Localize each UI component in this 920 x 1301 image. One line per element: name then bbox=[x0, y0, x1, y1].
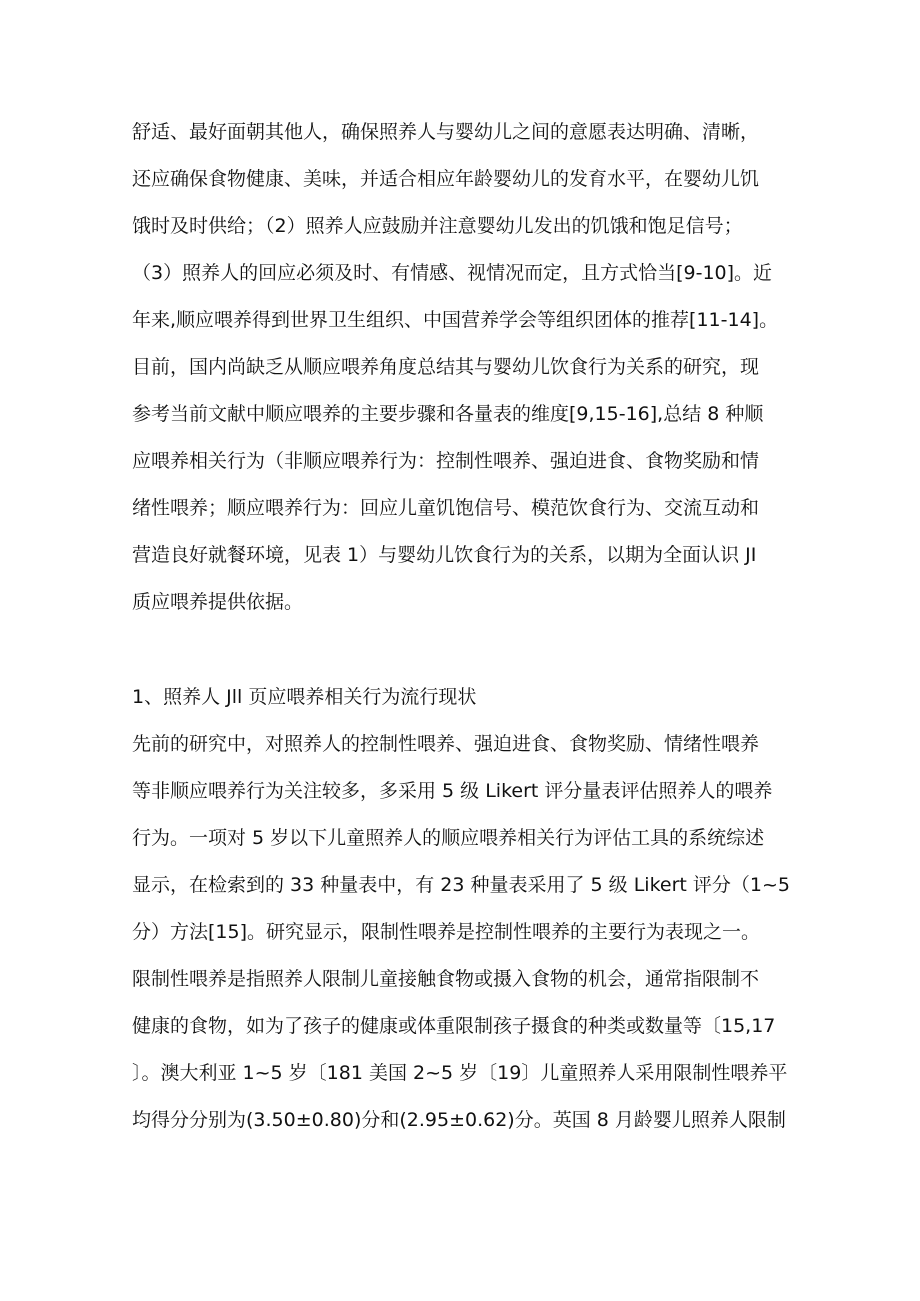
text-line: 舒适、最好面朝其他人，确保照养人与婴幼儿之间的意愿表达明确、清晰， bbox=[132, 121, 760, 143]
text-line: 分）方法[15]。研究显示，限制性喂养是控制性喂养的主要行为表现之一。 bbox=[132, 921, 761, 943]
text-line: 显示，在检索到的 33 种量表中，有 23 种量表采用了 5 级 Likert 评分（1~5 bbox=[132, 874, 790, 896]
text-line: 饿时及时供给；（2）照养人应鼓励并注意婴幼儿发出的饥饿和饱足信号； bbox=[132, 215, 743, 237]
text-line: 还应确保食物健康、美味，并适合相应年龄婴幼儿的发育水平，在婴幼儿饥 bbox=[132, 168, 760, 190]
text-line: 应喂养相关行为（非顺应喂养行为：控制性喂养、强迫进食、食物奖励和情 bbox=[132, 450, 760, 472]
text-line: 绪性喂养；顺应喂养行为：回应儿童饥饱信号、模范饮食行为、交流互动和 bbox=[132, 497, 760, 519]
text-line: （3）照养人的回应必须及时、有情感、视情况而定，且方式恰当[9-10]。近 bbox=[132, 262, 773, 284]
text-line: 目前，国内尚缺乏从顺应喂养角度总结其与婴幼儿饮食行为关系的研究，现 bbox=[132, 356, 760, 378]
text-line: 行为。一项对 5 岁以下儿童照养人的顺应喂养相关行为评估工具的系统综述 bbox=[132, 827, 765, 849]
text-line: 〕。澳大利亚 1~5 岁〔181 美国 2~5 岁〔19〕儿童照养人采用限制性喂养平 bbox=[132, 1062, 788, 1084]
text-line: 参考当前文献中顺应喂养的主要步骤和各量表的维度[9,15-16],总结 8 种顺 bbox=[132, 403, 764, 425]
text-line: 健康的食物，如为了孩子的健康或体重限制孩子摄食的种类或数量等〔15,17 bbox=[132, 1015, 776, 1037]
text-line: 营造良好就餐环境，见表 1）与婴幼儿饮食行为的关系，以期为全面认识 JI bbox=[132, 544, 757, 566]
text-line: 质应喂养提供依据。 bbox=[132, 591, 304, 613]
text-line: 等非顺应喂养行为关注较多，多采用 5 级 Likert 评分量表评估照养人的喂养 bbox=[132, 780, 773, 802]
section-heading: 1、照养人 Jll 页应喂养相关行为流行现状 bbox=[132, 686, 477, 708]
text-line: 年来,顺应喂养得到世界卫生组织、中国营养学会等组织团体的推荐[11-14]。 bbox=[132, 309, 779, 331]
text-line: 限制性喂养是指照养人限制儿童接触食物或摄入食物的机会，通常指限制不 bbox=[132, 968, 760, 990]
text-line: 先前的研究中，对照养人的控制性喂养、强迫进食、食物奖励、情绪性喂养 bbox=[132, 733, 760, 755]
text-line: 均得分分别为(3.50±0.80)分和(2.95±0.62)分。英国 8 月龄婴儿照养人限制 bbox=[132, 1109, 786, 1131]
